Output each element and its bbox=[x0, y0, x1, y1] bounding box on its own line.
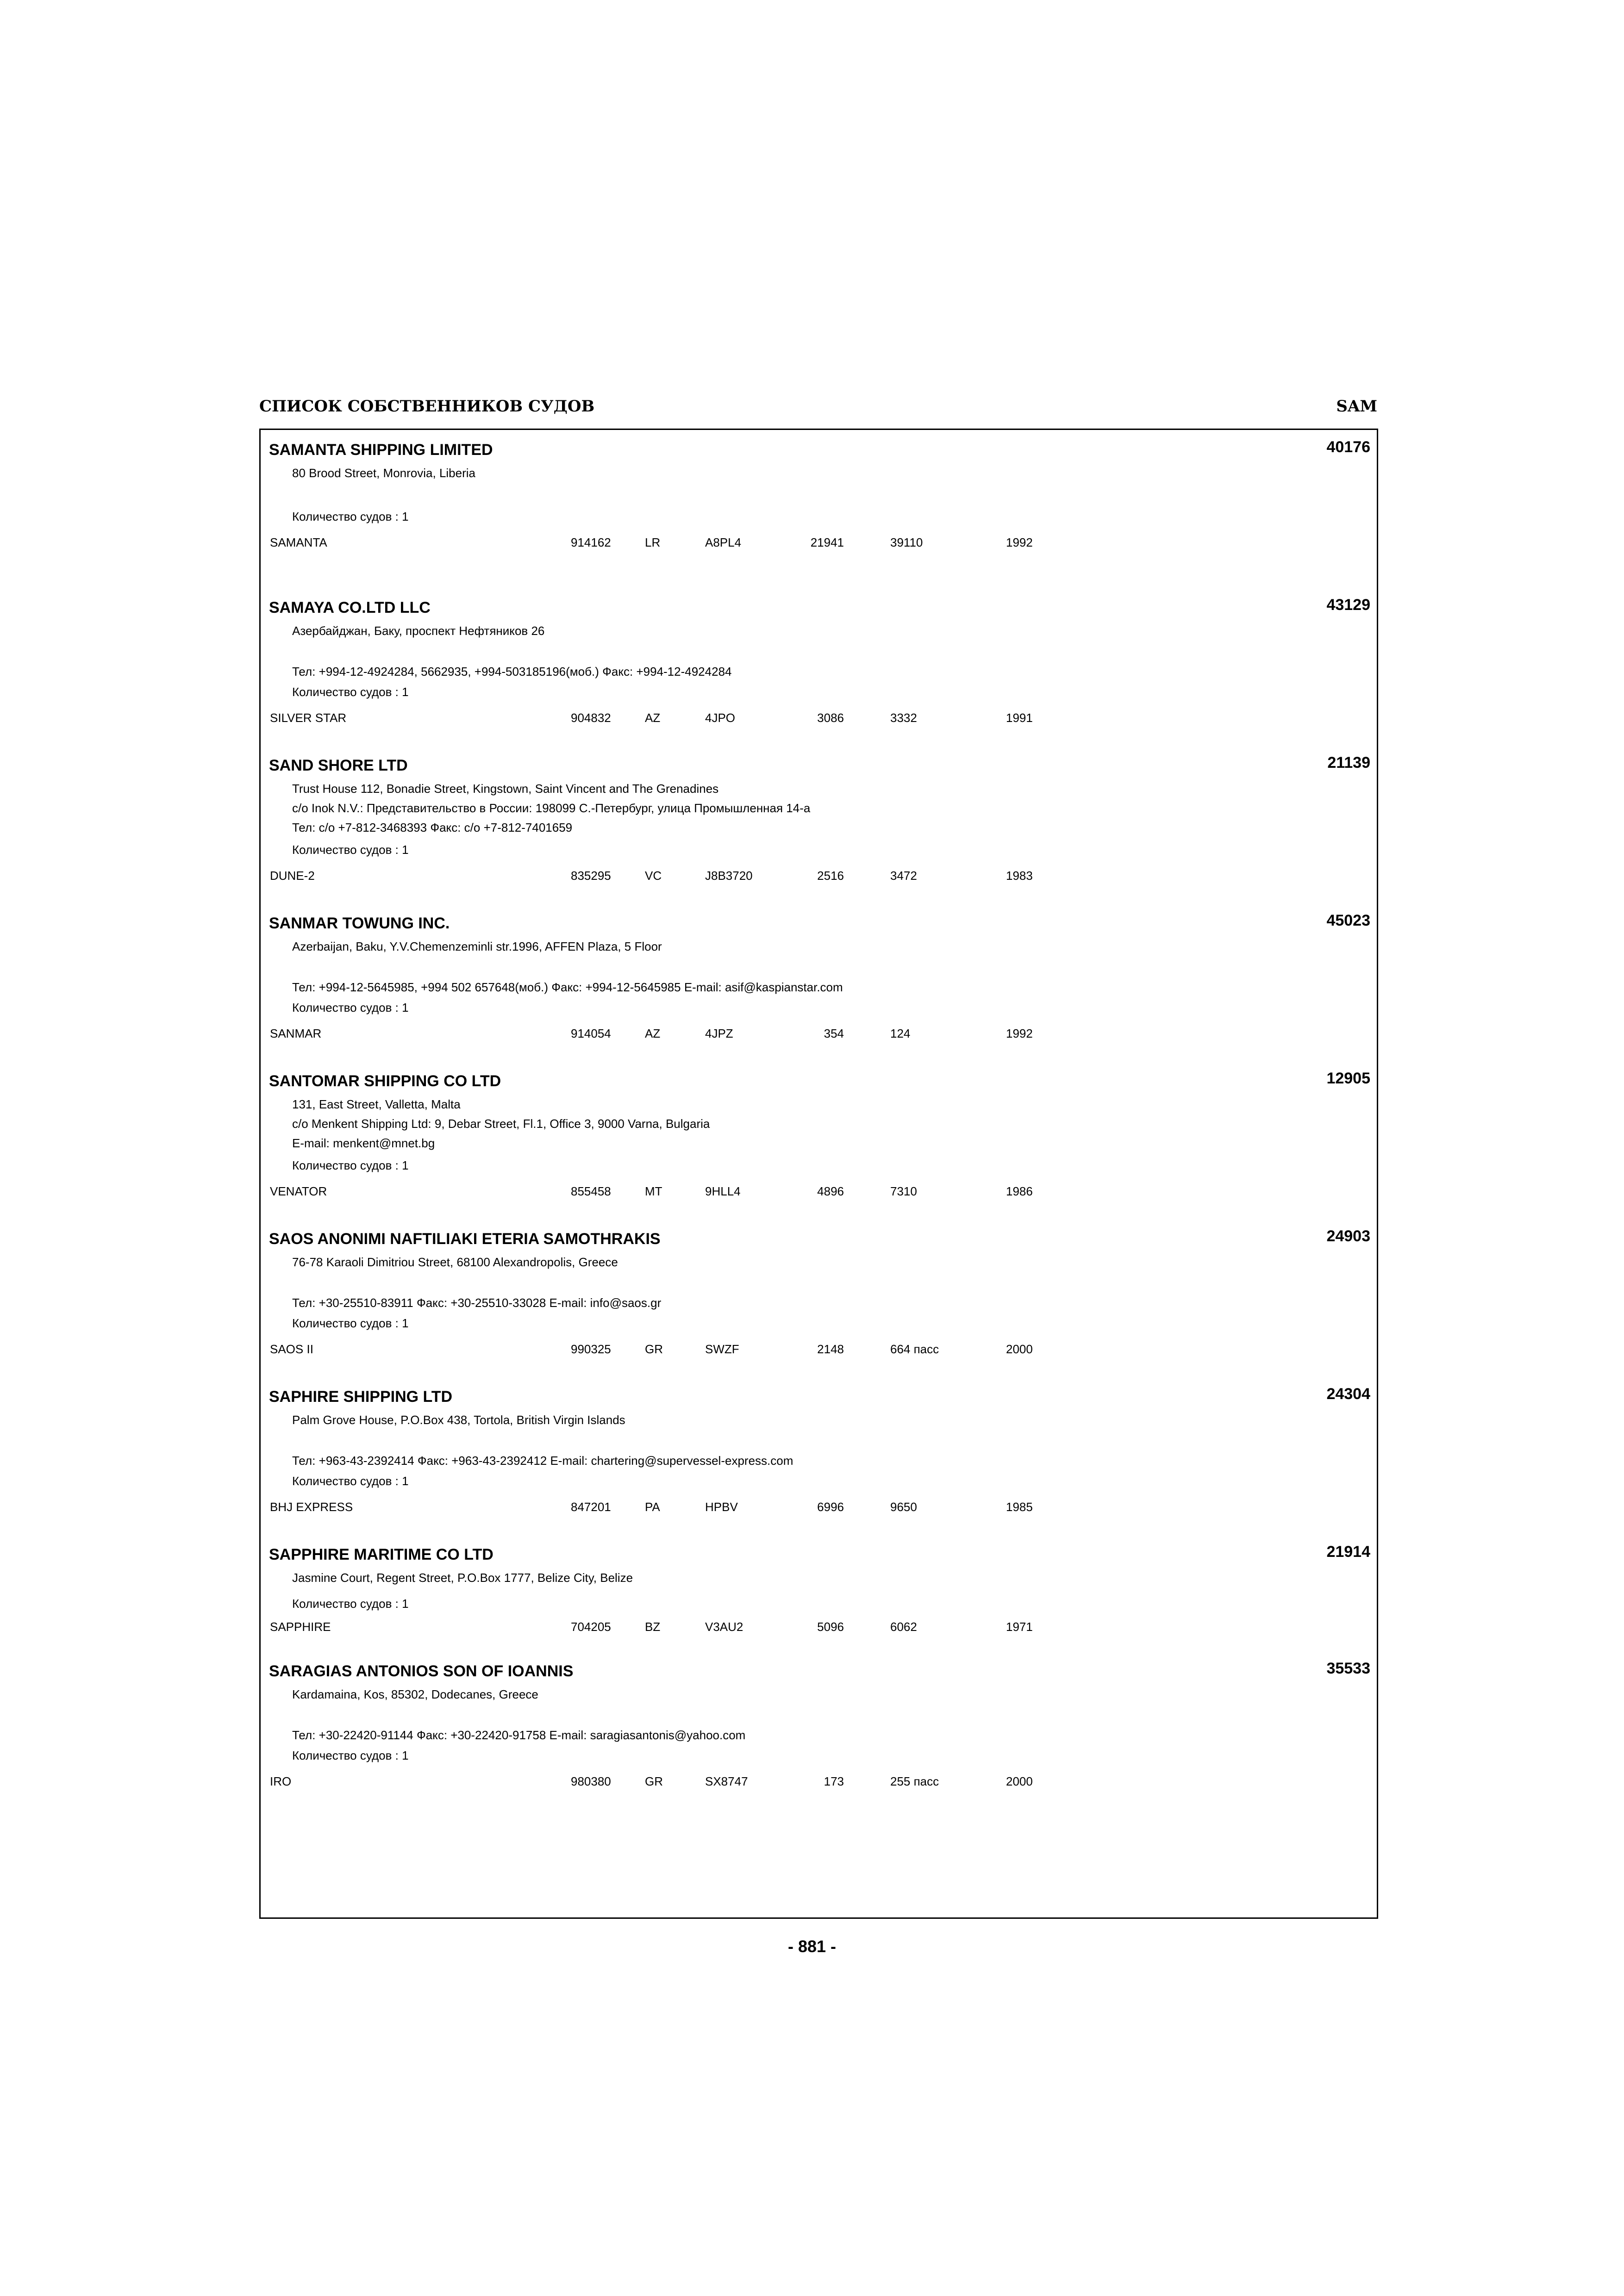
vessel-name: SAPPHIRE bbox=[270, 1620, 331, 1634]
vessel-imo: 704205 bbox=[571, 1620, 611, 1634]
owner-code: 35533 bbox=[1326, 1660, 1370, 1677]
vessel-callsign: HPBV bbox=[705, 1500, 738, 1514]
vessel-year: 2000 bbox=[1006, 1342, 1033, 1356]
vessel-callsign: 4JPZ bbox=[705, 1027, 733, 1040]
vessel-row bbox=[270, 1027, 1242, 1043]
owner-address: 131, East Street, Valletta, Malta bbox=[292, 1097, 461, 1111]
vessel-count: Количество судов : 1 bbox=[292, 1316, 409, 1330]
vessel-flag: BZ bbox=[645, 1620, 661, 1634]
owner-contacts: Тел: +30-25510-83911 Факс: +30-25510-33028 E-mail: info@saos.gr bbox=[292, 1296, 662, 1310]
vessel-gt: 4896 bbox=[817, 1184, 844, 1198]
owner-address: Азербайджан, Баку, проспект Нефтяников 26 bbox=[292, 624, 545, 638]
vessel-row bbox=[270, 1184, 1242, 1201]
vessel-row bbox=[270, 1500, 1242, 1517]
owner-code: 24304 bbox=[1326, 1385, 1370, 1403]
owner-address: Trust House 112, Bonadie Street, Kingstown, Saint Vincent and The Grenadines bbox=[292, 782, 719, 796]
vessel-callsign: SX8747 bbox=[705, 1774, 748, 1788]
vessel-imo: 847201 bbox=[571, 1500, 611, 1514]
vessel-row bbox=[270, 1342, 1242, 1359]
owner-address: Palm Grove House, P.O.Box 438, Tortola, British Virgin Islands bbox=[292, 1413, 625, 1427]
owner-contacts: Тел: +963-43-2392414 Факс: +963-43-2392412 E-mail: chartering@supervessel-express.com bbox=[292, 1454, 793, 1468]
owner-name: SAPHIRE SHIPPING LTD bbox=[269, 1388, 453, 1406]
vessel-name: SAOS II bbox=[270, 1342, 313, 1356]
vessel-flag: LR bbox=[645, 535, 661, 549]
vessel-year: 1985 bbox=[1006, 1500, 1033, 1514]
owner-contacts: Тел: +994-12-4924284, 5662935, +994-503185196(моб.) Факс: +994-12-4924284 bbox=[292, 665, 732, 678]
owner-name: SANMAR TOWUNG INC. bbox=[269, 915, 450, 932]
owner-code: 21914 bbox=[1326, 1543, 1370, 1561]
vessel-row bbox=[270, 1774, 1242, 1791]
vessel-dwt: 3332 bbox=[890, 711, 917, 725]
vessel-dwt: 9650 bbox=[890, 1500, 917, 1514]
vessel-callsign: SWZF bbox=[705, 1342, 739, 1356]
vessel-count: Количество судов : 1 bbox=[292, 1158, 409, 1172]
page-number: - 881 - bbox=[787, 1937, 837, 1956]
vessel-gt: 354 bbox=[824, 1027, 844, 1040]
owner-name: SAMAYA CO.LTD LLC bbox=[269, 599, 431, 616]
owner-contacts: Тел: +994-12-5645985, +994 502 657648(моб.) Факс: +994-12-5645985 E-mail: asif@kaspianstar.com bbox=[292, 980, 843, 994]
owner-code: 12905 bbox=[1326, 1070, 1370, 1087]
vessel-row bbox=[270, 1620, 1242, 1636]
owner-contacts: Тел: +30-22420-91144 Факс: +30-22420-91758 E-mail: saragiasantonis@yahoo.com bbox=[292, 1728, 746, 1742]
vessel-year: 2000 bbox=[1006, 1774, 1033, 1788]
vessel-row bbox=[270, 535, 1242, 552]
vessel-gt: 21941 bbox=[810, 535, 844, 549]
owner-entry bbox=[261, 1385, 1377, 1546]
vessel-flag: AZ bbox=[645, 1027, 661, 1040]
owner-entry bbox=[261, 1227, 1377, 1388]
owner-entry bbox=[261, 1543, 1377, 1662]
vessel-name: SANMAR bbox=[270, 1027, 322, 1040]
owner-name: SAMANTA SHIPPING LIMITED bbox=[269, 441, 493, 459]
vessel-callsign: 4JPO bbox=[705, 711, 736, 725]
owner-entry bbox=[261, 754, 1377, 915]
vessel-name: DUNE-2 bbox=[270, 869, 315, 883]
vessel-row bbox=[270, 869, 1242, 885]
vessel-count: Количество судов : 1 bbox=[292, 843, 409, 857]
vessel-year: 1992 bbox=[1006, 535, 1033, 549]
owner-code: 43129 bbox=[1326, 596, 1370, 614]
vessel-gt: 5096 bbox=[817, 1620, 844, 1634]
vessel-name: BHJ EXPRESS bbox=[270, 1500, 353, 1514]
vessel-year: 1991 bbox=[1006, 711, 1033, 725]
vessel-year: 1971 bbox=[1006, 1620, 1033, 1634]
owner-contacts: Тел: c/o +7-812-3468393 Факс: c/o +7-812-7401659 bbox=[292, 821, 573, 834]
vessel-callsign: 9HLL4 bbox=[705, 1184, 741, 1198]
owner-entry bbox=[261, 1662, 1377, 1820]
owner-address: Kardamaina, Kos, 85302, Dodecanes, Greece bbox=[292, 1687, 538, 1701]
vessel-flag: PA bbox=[645, 1500, 660, 1514]
owner-entry bbox=[261, 912, 1377, 1072]
section-code: SAM bbox=[1336, 397, 1377, 416]
vessel-count: Количество судов : 1 bbox=[292, 1748, 409, 1762]
vessel-imo: 835295 bbox=[571, 869, 611, 883]
owner-name: SAOS ANONIMI NAFTILIAKI ETERIA SAMOTHRAKIS bbox=[269, 1230, 661, 1248]
vessel-dwt: 3472 bbox=[890, 869, 917, 883]
vessel-name: SILVER STAR bbox=[270, 711, 347, 725]
owner-code: 24903 bbox=[1326, 1227, 1370, 1245]
vessel-callsign: J8B3720 bbox=[705, 869, 753, 883]
owner-entry bbox=[261, 596, 1377, 757]
owner-name: SAND SHORE LTD bbox=[269, 757, 408, 774]
vessel-dwt: 6062 bbox=[890, 1620, 917, 1634]
owner-address: Azerbaijan, Baku, Y.V.Chemenzeminli str.1996, AFFEN Plaza, 5 Floor bbox=[292, 940, 662, 953]
owner-name: SAPPHIRE MARITIME CO LTD bbox=[269, 1546, 493, 1563]
vessel-flag: VC bbox=[645, 869, 662, 883]
vessel-year: 1986 bbox=[1006, 1184, 1033, 1198]
owner-representative: c/o Inok N.V.: Представительство в России: 198099 С.-Петербург, улица Промышленная 14-а bbox=[292, 801, 811, 815]
vessel-name: VENATOR bbox=[270, 1184, 327, 1198]
vessel-flag: GR bbox=[645, 1342, 663, 1356]
vessel-dwt: 39110 bbox=[890, 535, 923, 549]
vessel-gt: 2148 bbox=[817, 1342, 844, 1356]
owner-entry bbox=[261, 438, 1377, 599]
vessel-imo: 980380 bbox=[571, 1774, 611, 1788]
vessel-imo: 904832 bbox=[571, 711, 611, 725]
vessel-gt: 3086 bbox=[817, 711, 844, 725]
vessel-gt: 2516 bbox=[817, 869, 844, 883]
vessel-imo: 990325 bbox=[571, 1342, 611, 1356]
vessel-dwt: 255 пасс bbox=[890, 1774, 939, 1788]
vessel-name: SAMANTA bbox=[270, 535, 327, 549]
vessel-count: Количество судов : 1 bbox=[292, 510, 409, 523]
vessel-count: Количество судов : 1 bbox=[292, 1597, 409, 1611]
owners-table bbox=[259, 429, 1378, 1919]
owner-entry bbox=[261, 1072, 1377, 1230]
page-header bbox=[259, 397, 1377, 420]
vessel-dwt: 7310 bbox=[890, 1184, 917, 1198]
owner-address: 80 Brood Street, Monrovia, Liberia bbox=[292, 466, 475, 480]
vessel-row bbox=[270, 711, 1242, 728]
owner-name: SARAGIAS ANTONIOS SON OF IOANNIS bbox=[269, 1662, 574, 1680]
vessel-year: 1992 bbox=[1006, 1027, 1033, 1040]
vessel-imo: 914162 bbox=[571, 535, 611, 549]
owner-address: Jasmine Court, Regent Street, P.O.Box 1777, Belize City, Belize bbox=[292, 1571, 633, 1585]
owner-contacts: E-mail: menkent@mnet.bg bbox=[292, 1136, 435, 1150]
vessel-imo: 914054 bbox=[571, 1027, 611, 1040]
vessel-count: Количество судов : 1 bbox=[292, 1001, 409, 1014]
vessel-callsign: V3AU2 bbox=[705, 1620, 743, 1634]
vessel-gt: 6996 bbox=[817, 1500, 844, 1514]
vessel-name: IRO bbox=[270, 1774, 292, 1788]
owner-representative: c/o Menkent Shipping Ltd: 9, Debar Street, Fl.1, Office 3, 9000 Varna, Bulgaria bbox=[292, 1117, 710, 1131]
vessel-flag: GR bbox=[645, 1774, 663, 1788]
vessel-flag: AZ bbox=[645, 711, 661, 725]
owner-address: 76-78 Karaoli Dimitriou Street, 68100 Alexandropolis, Greece bbox=[292, 1255, 618, 1269]
vessel-count: Количество судов : 1 bbox=[292, 685, 409, 699]
owner-code: 21139 bbox=[1327, 754, 1370, 772]
vessel-dwt: 664 пасс bbox=[890, 1342, 939, 1356]
owner-code: 40176 bbox=[1326, 438, 1370, 456]
page-title: СПИСОК СОБСТВЕННИКОВ СУДОВ bbox=[259, 397, 595, 416]
vessel-flag: MT bbox=[645, 1184, 662, 1198]
vessel-count: Количество судов : 1 bbox=[292, 1474, 409, 1488]
vessel-imo: 855458 bbox=[571, 1184, 611, 1198]
owner-name: SANTOMAR SHIPPING CO LTD bbox=[269, 1072, 501, 1090]
vessel-gt: 173 bbox=[824, 1774, 844, 1788]
vessel-year: 1983 bbox=[1006, 869, 1033, 883]
owner-code: 45023 bbox=[1326, 912, 1370, 929]
vessel-dwt: 124 bbox=[890, 1027, 911, 1040]
vessel-callsign: A8PL4 bbox=[705, 535, 742, 549]
